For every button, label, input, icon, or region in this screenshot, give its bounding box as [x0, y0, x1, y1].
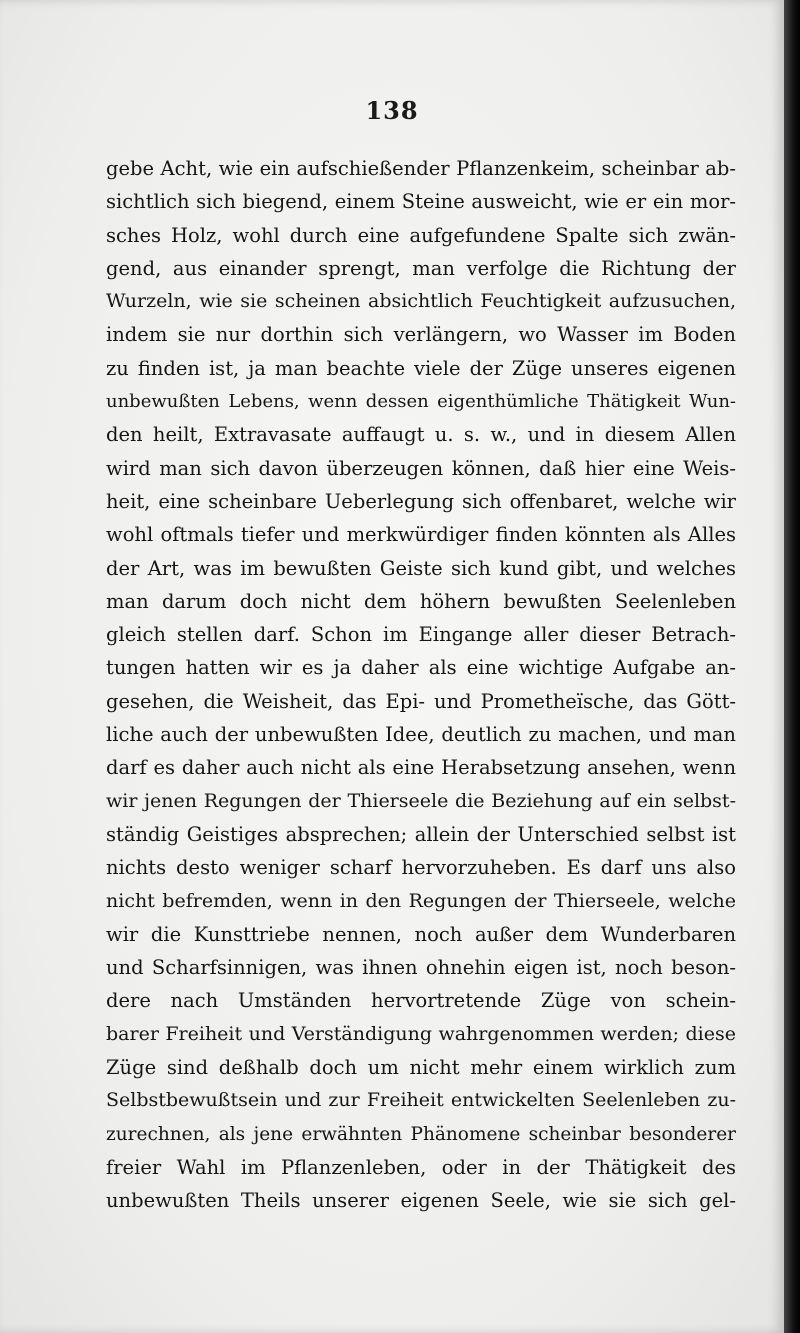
text-line: sichtlich sich biegend, einem Steine ausweicht, wie er ein mor-	[106, 190, 736, 214]
text-line: gend, aus einander sprengt, man verfolge die Richtung der	[106, 256, 736, 280]
text-line: Wurzeln, wie sie scheinen absichtlich Feuchtigkeit aufzusuchen,	[106, 290, 736, 313]
text-line: wird man sich davon überzeugen können, daß hier eine Weis-	[106, 456, 736, 480]
text-line: freier Wahl im Pflanzenleben, oder in der Thätigkeit des	[106, 1155, 736, 1179]
text-line: und Scharfsinnigen, was ihnen ohnehin eigen ist, noch beson-	[106, 956, 736, 980]
page-edge-shadow	[784, 0, 800, 1333]
text-line: wohl oftmals tiefer und merkwürdiger finden könnten als Alles	[106, 523, 736, 547]
text-line: gesehen, die Weisheit, das Epi- und Prometheïsche, das Gött-	[106, 689, 736, 713]
text-line: Züge sind deßhalb doch um nicht mehr einem wirklich zum	[106, 1056, 736, 1080]
text-line: gebe Acht, wie ein aufschießender Pflanzenkeim, scheinbar ab-	[106, 157, 736, 180]
text-line: unbewußten Lebens, wenn dessen eigenthümliche Thätigkeit Wun-	[106, 391, 736, 413]
text-line: zu finden ist, ja man beachte viele der Züge unseres eigenen	[106, 356, 736, 380]
text-line: wir die Kunsttriebe nennen, noch außer dem Wunderbaren	[106, 922, 736, 946]
text-line: dere nach Umständen hervortretende Züge von schein-	[106, 989, 736, 1013]
text-line: zurechnen, als jene erwähnten Phänomene scheinbar besonderer	[106, 1123, 736, 1145]
text-line: den heilt, Extravasate auffaugt u. s. w., und in diesem Allen	[106, 423, 736, 447]
text-line: sches Holz, wohl durch eine aufgefundene Spalte sich zwän-	[106, 223, 736, 247]
text-line: darf es daher auch nicht als eine Herabsetzung ansehen, wenn	[106, 756, 736, 780]
text-line: der Art, was im bewußten Geiste sich kund gibt, und welches	[106, 556, 736, 580]
text-line: Selbstbewußtsein und zur Freiheit entwickelten Seelenleben zu-	[106, 1089, 736, 1112]
text-line: ständig Geistiges absprechen; allein der Unterschied selbst ist	[106, 822, 736, 846]
text-line: gleich stellen darf. Schon im Eingange aller dieser Betrach-	[106, 623, 736, 647]
text-line: barer Freiheit und Verständigung wahrgenommen werden; diese	[106, 1022, 736, 1045]
text-line: nicht befremden, wenn in den Regungen der Thierseele, welche	[106, 889, 736, 912]
text-line: tungen hatten wir es ja daher als eine wichtige Aufgabe an-	[106, 656, 736, 680]
text-line: heit, eine scheinbare Ueberlegung sich offenbaret, welche wir	[106, 489, 736, 513]
text-line: man darum doch nicht dem höhern bewußten Seelenleben	[106, 589, 736, 613]
text-line: wir jenen Regungen der Thierseele die Beziehung auf ein selbst-	[106, 789, 736, 812]
text-line: indem sie nur dorthin sich verlängern, wo Wasser im Boden	[106, 323, 736, 347]
page-number: 138	[365, 96, 419, 125]
body-text	[106, 152, 736, 1218]
text-line: unbewußten Theils unserer eigenen Seele, wie sie sich gel-	[106, 1189, 736, 1213]
text-line: nichts desto weniger scharf hervorzuheben. Es darf uns also	[106, 856, 736, 880]
text-line: liche auch der unbewußten Idee, deutlich zu machen, und man	[106, 723, 736, 747]
